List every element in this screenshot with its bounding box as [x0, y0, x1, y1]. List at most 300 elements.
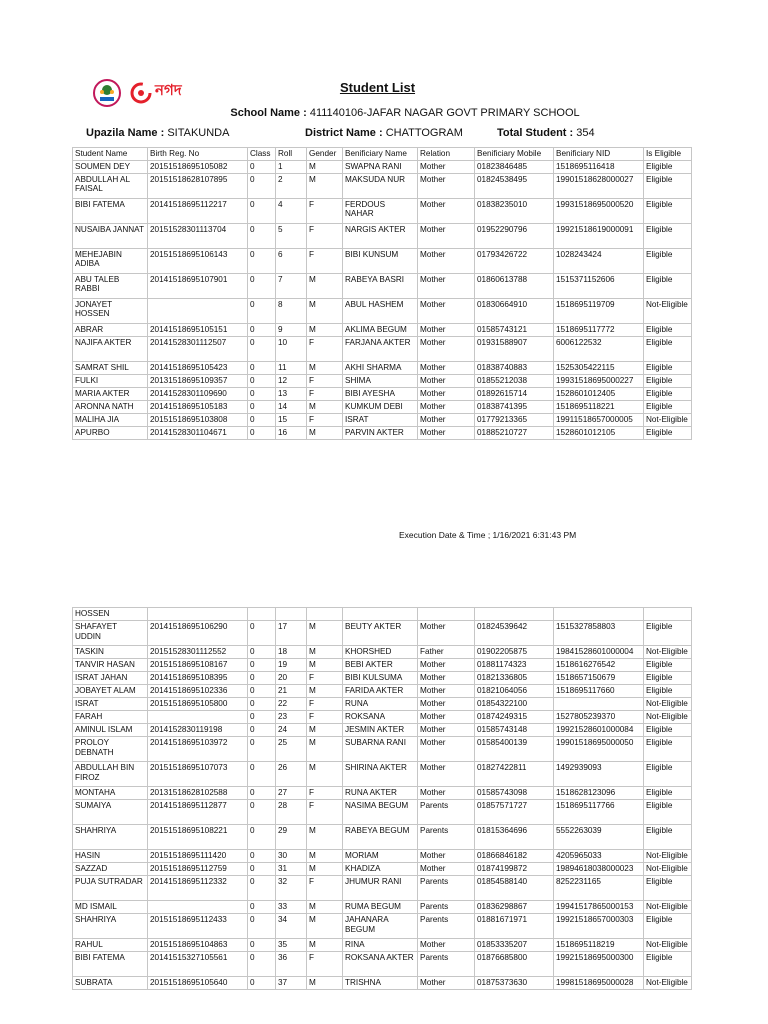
col-header: Relation	[418, 148, 475, 161]
table-cell: 20141518695112332	[148, 876, 248, 901]
table-cell: Not-Eligible	[644, 901, 692, 914]
table-cell: JHUMUR RANI	[343, 876, 418, 901]
district-label: District Name :	[305, 127, 383, 139]
table-cell: 0	[248, 400, 276, 413]
table-cell: F	[307, 672, 343, 685]
table-cell: 01866846182	[475, 850, 554, 863]
table-cell: F	[307, 336, 343, 361]
table-cell: 01855212038	[475, 374, 554, 387]
table-cell: JOBAYET ALAM	[73, 685, 148, 698]
table-cell: Eligible	[644, 426, 692, 439]
table-cell: 14	[276, 400, 307, 413]
table-cell: Eligible	[644, 400, 692, 413]
table-cell: 20151518695112433	[148, 914, 248, 939]
table-cell: 0	[248, 413, 276, 426]
table-row	[73, 850, 692, 863]
col-header: Roll	[276, 148, 307, 161]
table-row	[73, 646, 692, 659]
table-cell: BEUTY AKTER	[343, 621, 418, 646]
table-cell: Eligible	[644, 825, 692, 850]
table-cell: ABDULLAH AL FAISAL	[73, 173, 148, 198]
table-cell: 0	[248, 298, 276, 323]
table-cell: Mother	[418, 374, 475, 387]
table-cell	[343, 608, 418, 621]
table-cell: Eligible	[644, 621, 692, 646]
table-cell: 20141515327105561	[148, 952, 248, 977]
table-cell: 0	[248, 659, 276, 672]
table-cell: MARIA AKTER	[73, 387, 148, 400]
table-cell: 01815364696	[475, 825, 554, 850]
table-row	[73, 762, 692, 787]
table-cell: Not-Eligible	[644, 850, 692, 863]
table-cell: 0	[248, 977, 276, 990]
table-cell: 36	[276, 952, 307, 977]
table-cell: 0	[248, 198, 276, 223]
table-cell: Not-Eligible	[644, 863, 692, 876]
table-cell: 01854588140	[475, 876, 554, 901]
table-cell: 20151518695112759	[148, 863, 248, 876]
table-row	[73, 711, 692, 724]
table-cell: 0	[248, 787, 276, 800]
table-row	[73, 901, 692, 914]
table-cell: 19921518695000300	[554, 952, 644, 977]
table-cell: 0	[248, 939, 276, 952]
table-cell: M	[307, 173, 343, 198]
table-cell: M	[307, 939, 343, 952]
table-cell: 6	[276, 248, 307, 273]
table-cell: M	[307, 659, 343, 672]
table-cell: 31	[276, 863, 307, 876]
table-cell: 20151528301112552	[148, 646, 248, 659]
table-cell: NUSAIBA JANNAT	[73, 223, 148, 248]
table-cell: 1518616276542	[554, 659, 644, 672]
nagad-wordmark: নগদ	[155, 80, 182, 99]
table-cell: Mother	[418, 248, 475, 273]
table-cell: Mother	[418, 787, 475, 800]
table-cell: ISRAT JAHAN	[73, 672, 148, 685]
table-cell	[307, 608, 343, 621]
table-cell: 37	[276, 977, 307, 990]
table-cell: 20151518695103808	[148, 413, 248, 426]
table-cell: 01821336805	[475, 672, 554, 685]
table-cell: 1028243424	[554, 248, 644, 273]
table-row	[73, 685, 692, 698]
table-row	[73, 608, 692, 621]
table-cell: 20151518695108221	[148, 825, 248, 850]
table-cell: M	[307, 323, 343, 336]
table-cell: 0	[248, 876, 276, 901]
table-cell: 26	[276, 762, 307, 787]
table-row	[73, 426, 692, 439]
table-cell: Mother	[418, 939, 475, 952]
table-cell: M	[307, 646, 343, 659]
district-value: CHATTOGRAM	[385, 127, 463, 139]
table-cell: 01857571727	[475, 800, 554, 825]
table-cell: 20151518695104863	[148, 939, 248, 952]
table-cell: Mother	[418, 698, 475, 711]
table-cell: F	[307, 876, 343, 901]
table-cell: ROKSANA	[343, 711, 418, 724]
table-cell: ABRAR	[73, 323, 148, 336]
table-cell: 1525305422115	[554, 361, 644, 374]
table-cell: M	[307, 914, 343, 939]
table-cell: F	[307, 698, 343, 711]
table-cell: 20151518695105640	[148, 977, 248, 990]
table-row	[73, 698, 692, 711]
table-cell: 01854322100	[475, 698, 554, 711]
table-cell: 0	[248, 952, 276, 977]
table-cell: SAMRAT SHIL	[73, 361, 148, 374]
table-cell: 19981518695000028	[554, 977, 644, 990]
table-cell: M	[307, 298, 343, 323]
table-cell: M	[307, 901, 343, 914]
table-row	[73, 952, 692, 977]
table-row	[73, 160, 692, 173]
table-cell: 20141528301112507	[148, 336, 248, 361]
table-cell: Parents	[418, 901, 475, 914]
table-cell: 20141518695107901	[148, 273, 248, 298]
table-cell: 01881174323	[475, 659, 554, 672]
table-cell: M	[307, 850, 343, 863]
table-row	[73, 659, 692, 672]
col-header: Benificiary Mobile	[475, 148, 554, 161]
table-row	[73, 977, 692, 990]
table-cell: Mother	[418, 737, 475, 762]
table-cell: 1518695118219	[554, 939, 644, 952]
table-cell: Eligible	[644, 198, 692, 223]
table-cell: 20151518695105800	[148, 698, 248, 711]
table-row	[73, 273, 692, 298]
table-cell: 01876685800	[475, 952, 554, 977]
table-cell: BIBI AYESHA	[343, 387, 418, 400]
table-cell: F	[307, 387, 343, 400]
table-cell: 34	[276, 914, 307, 939]
school-line	[0, 107, 768, 119]
table-cell: 8	[276, 298, 307, 323]
table-cell: 0	[248, 724, 276, 737]
table-cell: TANVIR HASAN	[73, 659, 148, 672]
table-cell: 19901518695000050	[554, 737, 644, 762]
table-cell: FERDOUS NAHAR	[343, 198, 418, 223]
table-cell: 18	[276, 646, 307, 659]
table-cell: 1515371152606	[554, 273, 644, 298]
table-cell: PROLOY DEBNATH	[73, 737, 148, 762]
table-cell: 25	[276, 737, 307, 762]
table-cell: Mother	[418, 672, 475, 685]
table-cell: PUJA SUTRADAR	[73, 876, 148, 901]
table-cell: Parents	[418, 800, 475, 825]
table-cell: 20141518695112877	[148, 800, 248, 825]
table-row	[73, 361, 692, 374]
table-cell: Eligible	[644, 800, 692, 825]
table-cell: 1515327858803	[554, 621, 644, 646]
table-cell: PARVIN AKTER	[343, 426, 418, 439]
table-cell: SUBARNA RANI	[343, 737, 418, 762]
table-cell: Not-Eligible	[644, 977, 692, 990]
table-cell: 0	[248, 901, 276, 914]
table-cell: 01875373630	[475, 977, 554, 990]
table-cell	[148, 901, 248, 914]
table-cell: 01952290796	[475, 223, 554, 248]
table-cell: 0	[248, 762, 276, 787]
table-cell: 0	[248, 248, 276, 273]
table-cell: 1528601012105	[554, 426, 644, 439]
table-cell: 01793426722	[475, 248, 554, 273]
table-cell: Eligible	[644, 737, 692, 762]
table-cell: Mother	[418, 711, 475, 724]
table-row	[73, 173, 692, 198]
table-row	[73, 198, 692, 223]
table-cell: 20151518628107895	[148, 173, 248, 198]
table-cell: M	[307, 724, 343, 737]
table-cell	[248, 608, 276, 621]
table-cell: KHADIZA	[343, 863, 418, 876]
table-cell: MAKSUDA NUR	[343, 173, 418, 198]
table-cell: Eligible	[644, 876, 692, 901]
table-cell: RINA	[343, 939, 418, 952]
table-cell: 27	[276, 787, 307, 800]
table-cell: F	[307, 198, 343, 223]
table-cell: Eligible	[644, 685, 692, 698]
table-cell: RABEYA BEGUM	[343, 825, 418, 850]
table-cell: Mother	[418, 298, 475, 323]
table-cell: 20141528301104671	[148, 426, 248, 439]
table-cell: APURBO	[73, 426, 148, 439]
table-cell: JONAYET HOSSEN	[73, 298, 148, 323]
total-value: 354	[576, 127, 595, 139]
table-cell: Mother	[418, 323, 475, 336]
col-header: Birth Reg. No	[148, 148, 248, 161]
table-cell: Mother	[418, 198, 475, 223]
table-cell: Eligible	[644, 160, 692, 173]
table-cell: 0	[248, 672, 276, 685]
table-cell: ABDULLAH BIN FIROZ	[73, 762, 148, 787]
table-cell: 19	[276, 659, 307, 672]
table-cell: RUNA	[343, 698, 418, 711]
table-header-row	[73, 148, 692, 161]
table-cell: BIBI KULSUMA	[343, 672, 418, 685]
table-row	[73, 800, 692, 825]
table-cell: 20141518695103972	[148, 737, 248, 762]
table-cell	[148, 298, 248, 323]
table-cell	[276, 608, 307, 621]
table-cell: Not-Eligible	[644, 646, 692, 659]
table-cell: 0	[248, 850, 276, 863]
table-cell: SWAPNA RANI	[343, 160, 418, 173]
table-cell: 1518695118221	[554, 400, 644, 413]
table-cell: 21	[276, 685, 307, 698]
table-cell: Mother	[418, 387, 475, 400]
table-cell: Mother	[418, 863, 475, 876]
student-table-page2	[72, 607, 692, 990]
table-cell: BIBI KUNSUM	[343, 248, 418, 273]
table-cell: 19921518619000091	[554, 223, 644, 248]
table-cell: Eligible	[644, 672, 692, 685]
table-cell: MALIHA JIA	[73, 413, 148, 426]
table-cell: F	[307, 374, 343, 387]
table-cell: F	[307, 413, 343, 426]
table-cell: KUMKUM DEBI	[343, 400, 418, 413]
table-row	[73, 787, 692, 800]
table-cell: RUNA AKTER	[343, 787, 418, 800]
table-cell: Eligible	[644, 273, 692, 298]
table-cell: Mother	[418, 361, 475, 374]
table-cell: 19911518657000005	[554, 413, 644, 426]
table-cell: 0	[248, 863, 276, 876]
table-cell: 0	[248, 737, 276, 762]
table-cell: 6006122532	[554, 336, 644, 361]
table-cell: Mother	[418, 621, 475, 646]
table-cell: Eligible	[644, 952, 692, 977]
table-cell: Parents	[418, 914, 475, 939]
col-header: Is Eligible	[644, 148, 692, 161]
table-cell: F	[307, 711, 343, 724]
table-cell: 20141518695105151	[148, 323, 248, 336]
table-cell: 0	[248, 426, 276, 439]
table-cell: AKHI SHARMA	[343, 361, 418, 374]
execution-timestamp: Execution Date & Time ; 1/16/2021 6:31:43 PM	[399, 530, 577, 540]
table-row	[73, 374, 692, 387]
table-cell: ARONNA NATH	[73, 400, 148, 413]
table-cell: F	[307, 800, 343, 825]
table-cell: 01823846485	[475, 160, 554, 173]
table-cell: 7	[276, 273, 307, 298]
table-cell: Father	[418, 646, 475, 659]
table-cell: 20141518695112217	[148, 198, 248, 223]
table-cell: 0	[248, 646, 276, 659]
table-cell: SOUMEN DEY	[73, 160, 148, 173]
table-cell: TASKIN	[73, 646, 148, 659]
table-cell: 20	[276, 672, 307, 685]
table-cell: Mother	[418, 659, 475, 672]
table-cell: Mother	[418, 977, 475, 990]
table-cell: BIBI FATEMA	[73, 952, 148, 977]
table-cell: 01585400139	[475, 737, 554, 762]
table-cell: Parents	[418, 876, 475, 901]
table-cell: F	[307, 248, 343, 273]
table-cell: 1528601012405	[554, 387, 644, 400]
table-cell: M	[307, 621, 343, 646]
table-cell: ABUL HASHEM	[343, 298, 418, 323]
table-cell: 19921518657000303	[554, 914, 644, 939]
table-row	[73, 400, 692, 413]
table-row	[73, 223, 692, 248]
table-cell: Mother	[418, 223, 475, 248]
school-value: 411140106-JAFAR NAGAR GOVT PRIMARY SCHOOL	[309, 107, 580, 119]
table-cell: 1518657150679	[554, 672, 644, 685]
table-cell: Mother	[418, 173, 475, 198]
table-cell: 0	[248, 711, 276, 724]
table-cell: 24	[276, 724, 307, 737]
table-cell: 01931588907	[475, 336, 554, 361]
table-row	[73, 248, 692, 273]
table-cell: 01902205875	[475, 646, 554, 659]
nagad-tagline-mark	[155, 100, 182, 105]
col-header: Student Name	[73, 148, 148, 161]
table-cell: 01874199872	[475, 863, 554, 876]
table-cell: 2	[276, 173, 307, 198]
table-cell: 8252231165	[554, 876, 644, 901]
table-cell: 1527805239370	[554, 711, 644, 724]
table-cell: JAHANARA BEGUM	[343, 914, 418, 939]
table-cell: Mother	[418, 400, 475, 413]
table-row	[73, 413, 692, 426]
table-cell: 0	[248, 223, 276, 248]
school-label: School Name :	[230, 107, 307, 119]
table-cell: 20151528301113704	[148, 223, 248, 248]
table-cell: SHIMA	[343, 374, 418, 387]
table-cell: 01827422811	[475, 762, 554, 787]
table-cell: 2014152830119198	[148, 724, 248, 737]
total-label: Total Student :	[497, 127, 574, 139]
table-cell: 01585743148	[475, 724, 554, 737]
table-cell: 29	[276, 825, 307, 850]
table-cell: 30	[276, 850, 307, 863]
table-cell: Eligible	[644, 223, 692, 248]
table-cell: 0	[248, 800, 276, 825]
table-cell: 0	[248, 173, 276, 198]
table-cell: 01874249315	[475, 711, 554, 724]
table-row	[73, 724, 692, 737]
table-cell: Eligible	[644, 173, 692, 198]
table-cell: ABU TALEB RABBI	[73, 273, 148, 298]
table-cell: 01824539642	[475, 621, 554, 646]
table-cell: Eligible	[644, 336, 692, 361]
table-cell: 1518695117772	[554, 323, 644, 336]
table-cell: TRISHNA	[343, 977, 418, 990]
col-header: Gender	[307, 148, 343, 161]
table-cell	[554, 698, 644, 711]
table-cell: 20141528301109690	[148, 387, 248, 400]
table-cell: RUMA BEGUM	[343, 901, 418, 914]
table-cell: 20141518695105423	[148, 361, 248, 374]
table-cell: JESMIN AKTER	[343, 724, 418, 737]
table-cell: Mother	[418, 336, 475, 361]
table-row	[73, 387, 692, 400]
table-cell: 0	[248, 387, 276, 400]
table-cell: 01838741395	[475, 400, 554, 413]
table-cell: 01585743098	[475, 787, 554, 800]
table-cell: RABEYA BASRI	[343, 273, 418, 298]
table-cell: 35	[276, 939, 307, 952]
table-cell: KHORSHED	[343, 646, 418, 659]
table-row	[73, 939, 692, 952]
upazila-label: Upazila Name :	[86, 127, 165, 139]
table-cell: 1518695117766	[554, 800, 644, 825]
table-cell: ISRAT	[343, 413, 418, 426]
table-cell: ISRAT	[73, 698, 148, 711]
table-cell: SUBRATA	[73, 977, 148, 990]
col-header: Benificiary Name	[343, 148, 418, 161]
table-cell: 0	[248, 621, 276, 646]
table-row	[73, 298, 692, 323]
table-cell: 19901518628000027	[554, 173, 644, 198]
table-cell: 20151518695107073	[148, 762, 248, 787]
table-cell: MD ISMAIL	[73, 901, 148, 914]
upazila-line	[86, 127, 229, 139]
table-cell: 0	[248, 160, 276, 173]
table-cell: FARAH	[73, 711, 148, 724]
table-cell: 19931518695000227	[554, 374, 644, 387]
table-cell: 01838235010	[475, 198, 554, 223]
table-cell: 01585743121	[475, 323, 554, 336]
total-line	[497, 127, 595, 139]
table-cell: 5	[276, 223, 307, 248]
table-cell: HOSSEN	[73, 608, 148, 621]
table-cell: BIBI FATEMA	[73, 198, 148, 223]
table-cell: SHIRINA AKTER	[343, 762, 418, 787]
table-cell	[475, 608, 554, 621]
